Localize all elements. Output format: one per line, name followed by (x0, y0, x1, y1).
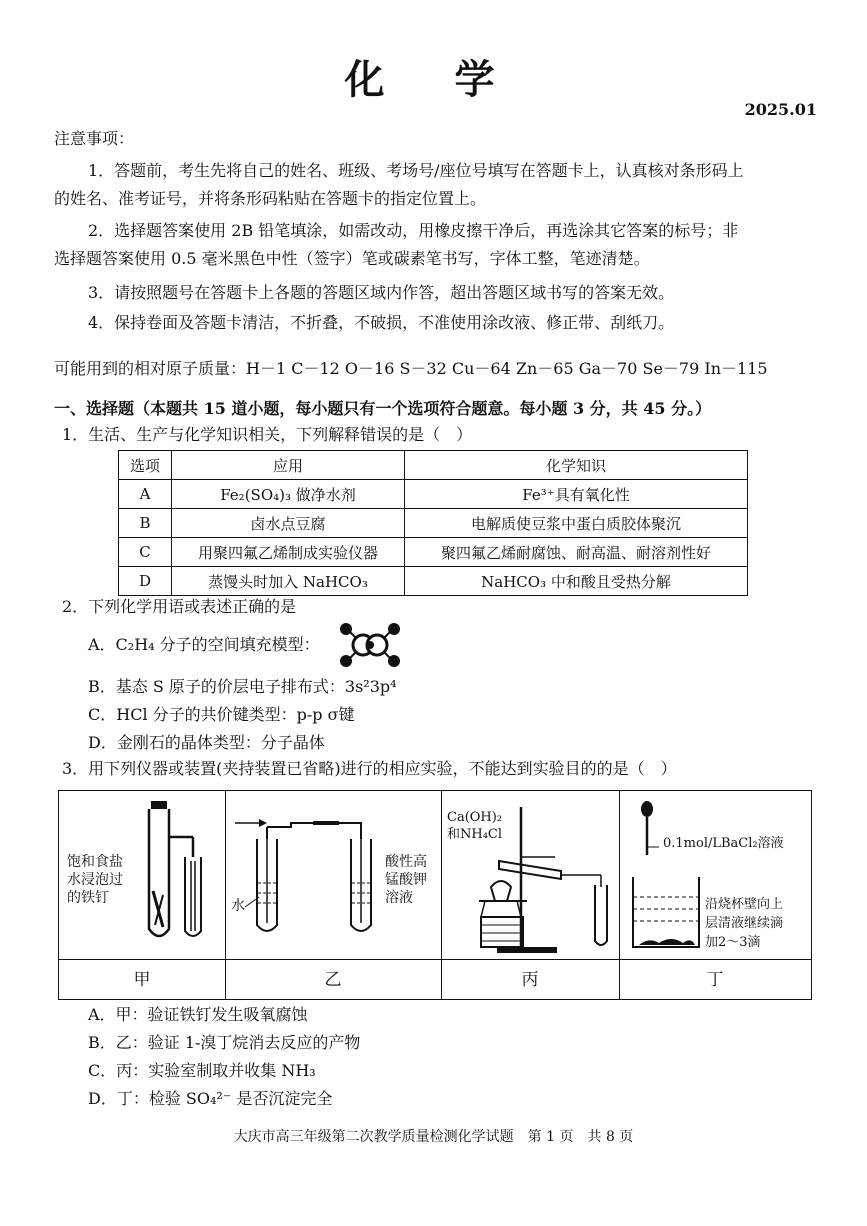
table-cell: 卤水点豆腐 (172, 509, 405, 538)
notice-heading: 注意事项： (54, 129, 135, 148)
q3-option-a: A．甲：验证铁钉发生吸氧腐蚀 (88, 1005, 308, 1024)
q3-option-b: B．乙：验证 1-溴丁烷消去反应的产物 (88, 1033, 361, 1052)
notice-item-4: 4．保持卷面及答题卡清洁，不折叠，不破损，不准使用涂改液、修正带、刮纸刀。 (88, 313, 675, 332)
table-cell: D (119, 567, 172, 596)
table-header-row (119, 451, 748, 480)
atomic-masses: 可能用到的相对原子质量：H－1 C－12 O－16 S－32 Cu－64 Zn－65 Ga－70 Se－79 In－115 (54, 359, 768, 378)
table-cell: 蒸馒头时加入 NaHCO₃ (172, 567, 405, 596)
table-header: 选项 (119, 451, 172, 480)
caption-ding: 丁 (706, 970, 724, 990)
section-heading: 一、选择题（本题共 15 道小题，每小题只有一个选项符合题意。每小题 3 分，共 45 分。） (54, 399, 712, 418)
exam-date: 2025.01 (744, 100, 817, 119)
table-cell: 用聚四氟乙烯制成实验仪器 (172, 538, 405, 567)
table-cell: 电解质使豆浆中蛋白质胶体聚沉 (405, 509, 748, 538)
ding-note-label: 沿烧杯壁向上 层清液继续滴 加2～3滴 (705, 897, 784, 950)
notice-item-3: 3．请按照题号在答题卡上各题的答题区域内作答，超出答题区域书写的答案无效。 (88, 283, 675, 302)
gas-wash-tubes-icon (231, 813, 381, 953)
page-title: 化 学 (344, 56, 523, 103)
caption-jia: 甲 (133, 970, 151, 990)
q1-stem: 1．生活、生产与化学知识相关，下列解释错误的是（ ） (62, 425, 473, 444)
table-cell: C (119, 538, 172, 567)
table-row (119, 567, 748, 596)
notice-item-2-cont: 选择题答案使用 0.5 毫米黑色中性（签字）笔或碳素笔书写，字体工整，笔迹清楚。 (54, 249, 650, 268)
notice-item-2: 2．选择题答案使用 2B 铅笔填涂，如需改动，用橡皮擦干净后，再选涂其它答案的标号；非 (88, 221, 739, 240)
notice-item-1-cont: 的姓名、准考证号，并将条形码粘贴在答题卡的指定位置上。 (54, 189, 487, 208)
table-cell: B (119, 509, 172, 538)
q2-option-d: D．金刚石的晶体类型：分子晶体 (88, 733, 325, 752)
table-header: 化学知识 (405, 451, 748, 480)
apparatus-figure (58, 790, 812, 1000)
caption-yi: 乙 (324, 970, 342, 990)
q2-option-c: C．HCl 分子的共价键类型：p-p σ键 (88, 705, 355, 724)
q1-table (118, 450, 748, 596)
q2-option-a: A．C₂H₄ 分子的空间填充模型： (88, 635, 320, 654)
table-cell: NaHCO₃ 中和酸且受热分解 (405, 567, 748, 596)
test-tube-with-iron-nail-icon (133, 801, 223, 951)
q3-stem: 3．用下列仪器或装置(夹持装置已省略)进行的相应实验，不能达到实验目的的是（ ） (62, 759, 677, 778)
jia-label: 饱和食盐 水浸泡过 的铁钉 (67, 854, 123, 906)
table-row (119, 509, 748, 538)
table-cell: 聚四氟乙烯耐腐蚀、耐高温、耐溶剂性好 (405, 538, 748, 567)
notice-item-1: 1．答题前，考生先将自己的姓名、班级、考场号/座位号填写在答题卡上，认真核对条形码上 (88, 161, 744, 180)
table-cell: Fe₂(SO₄)₃ 做净水剂 (172, 480, 405, 509)
q3-option-c: C．丙：实验室制取并收集 NH₃ (88, 1061, 316, 1080)
q2-option-b: B．基态 S 原子的价层电子排布式：3s²3p⁴ (88, 677, 397, 696)
q2-stem: 2．下列化学用语或表述正确的是 (62, 597, 297, 616)
ding-reagent-label: 0.1mol/LBaCl₂溶液 (663, 836, 784, 851)
table-cell: A (119, 480, 172, 509)
nh3-preparation-setup-icon (451, 797, 615, 957)
caption-bing: 丙 (521, 970, 539, 990)
q3-option-d: D．丁：检验 SO₄²⁻ 是否沉淀完全 (88, 1089, 333, 1108)
caption-divider (59, 959, 811, 960)
yi-water-label: 水 (231, 898, 245, 914)
table-row (119, 538, 748, 567)
beaker-with-dropper-icon (629, 797, 709, 957)
page-footer: 大庆市高三年级第二次教学质量检测化学试题 第 1 页 共 8 页 (233, 1129, 634, 1145)
c2h4-space-filling-model-icon (336, 622, 404, 668)
yi-kmno4-label: 酸性高 锰酸钾 溶液 (385, 854, 427, 906)
table-row (119, 480, 748, 509)
table-header: 应用 (172, 451, 405, 480)
table-cell: Fe³⁺具有氧化性 (405, 480, 748, 509)
bing-reagent-label: Ca(OH)₂ 和NH₄Cl (447, 810, 503, 842)
